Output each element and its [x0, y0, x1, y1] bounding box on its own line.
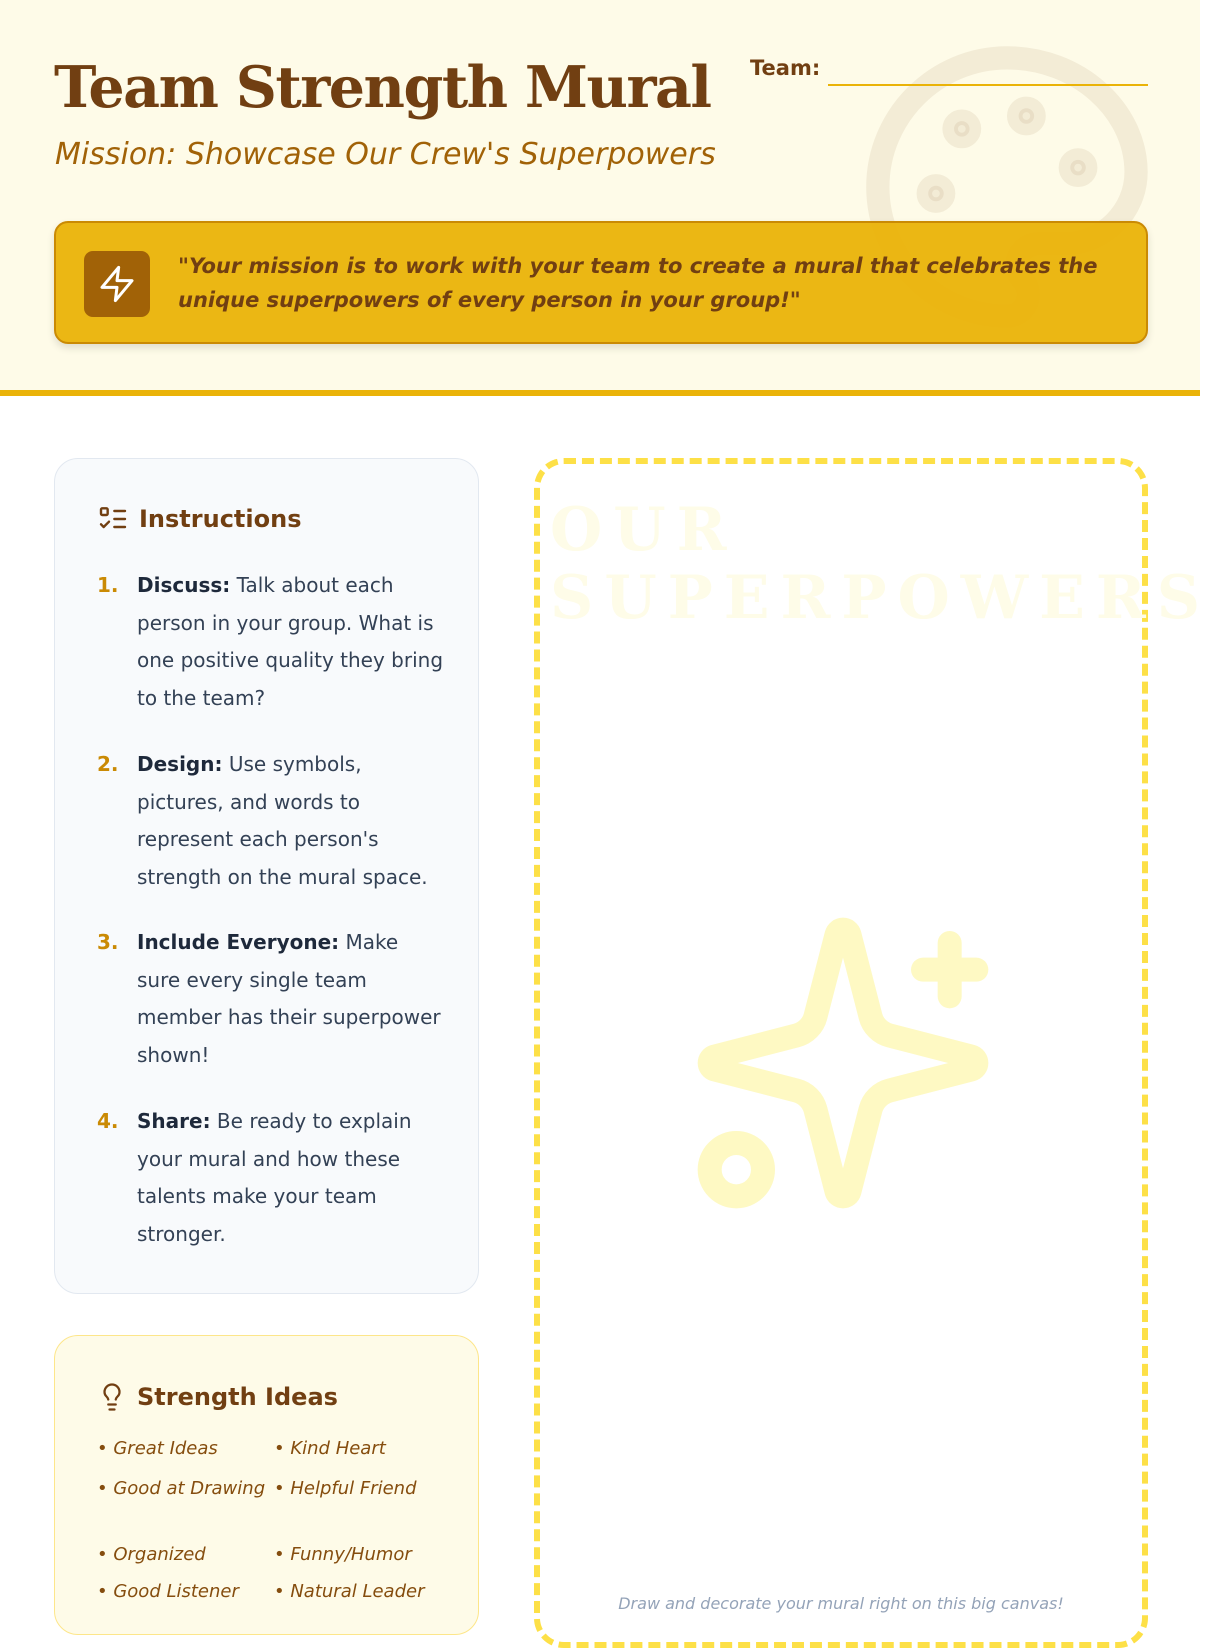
page-subtitle: Mission: Showcase Our Crew's Superpowers: [55, 137, 716, 172]
instruction-step: [97, 1103, 447, 1253]
step-label: Design:: [137, 752, 223, 776]
team-label: Team:: [750, 56, 821, 80]
sparkles-icon: [683, 903, 1003, 1223]
step-label: Discuss:: [137, 573, 231, 597]
page-title: Team Strength Mural: [54, 54, 711, 121]
mural-hint: Draw and decorate your mural right on this big canvas!: [618, 1594, 1064, 1613]
step-label: Include Everyone:: [137, 930, 340, 954]
step-number: 3.: [97, 930, 119, 954]
page-header: [0, 0, 1200, 396]
lightbulb-icon: [97, 1382, 127, 1412]
idea-item: • Helpful Friend: [274, 1478, 417, 1499]
idea-item: • Funny/Humor: [274, 1544, 412, 1565]
list-checks-icon: [97, 503, 129, 535]
idea-item: • Natural Leader: [274, 1581, 425, 1602]
idea-item: • Good at Drawing: [97, 1478, 266, 1499]
step-body: Make sure every single team member has their superpower shown!: [137, 930, 441, 1067]
instructions-header: [97, 503, 301, 535]
instructions-card: [54, 458, 479, 1294]
instruction-step: [97, 567, 447, 717]
idea-item: • Kind Heart: [274, 1438, 386, 1459]
step-number: 1.: [97, 573, 119, 597]
idea-item: • Great Ideas: [97, 1438, 218, 1459]
step-label: Share:: [137, 1109, 211, 1133]
instructions-title: Instructions: [139, 505, 302, 533]
mission-text: "Your mission is to work with your team to create a mural that celebrates the unique superpowers of every person in your group!": [178, 254, 1098, 312]
idea-item: • Good Listener: [97, 1581, 239, 1602]
step-number: 2.: [97, 752, 119, 776]
step-body: Use symbols, pictures, and words to represent each person's strength on the mural space.: [137, 752, 428, 889]
step-number: 4.: [97, 1109, 119, 1133]
mural-canvas[interactable]: [534, 458, 1211, 1648]
step-text: [137, 1103, 447, 1253]
step-text: [137, 746, 447, 896]
instruction-step: [97, 924, 447, 1074]
strength-ideas-card: [54, 1335, 479, 1635]
mission-icon-box: [84, 251, 150, 317]
mission-banner: [54, 221, 1148, 344]
lightning-icon: [97, 264, 137, 304]
mural-watermark: OUR SUPERPOWERS: [550, 495, 1211, 633]
step-text: [137, 567, 447, 717]
step-body: Be ready to explain your mural and how these talents make your team stronger.: [137, 1109, 412, 1246]
instruction-step: [97, 746, 447, 896]
step-text: [137, 924, 447, 1074]
ideas-header: [97, 1382, 338, 1412]
ideas-title: Strength Ideas: [137, 1383, 338, 1411]
team-name-field[interactable]: [828, 84, 1148, 86]
idea-item: • Organized: [97, 1544, 206, 1565]
step-body: Talk about each person in your group. What is one positive quality they bring to the team?: [137, 573, 444, 710]
